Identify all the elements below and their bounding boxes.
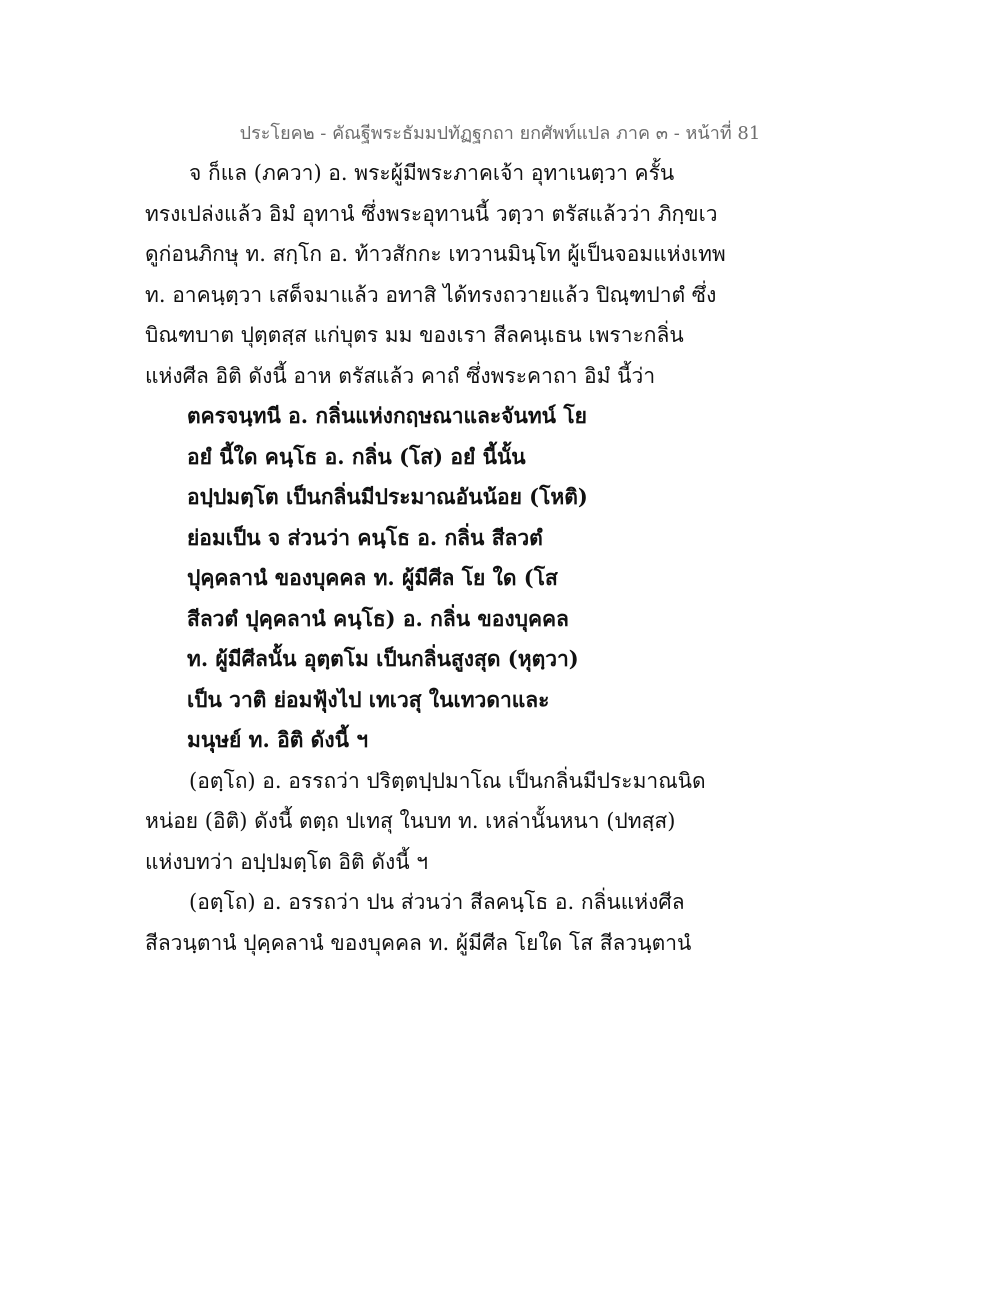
verse-line: ย่อมเป็น จ ส่วนว่า คนฺโธ อ. กลิ่น สีลวตํ xyxy=(187,524,543,550)
verse-line: มนุษย์ ท. อิติ ดังนี้ ฯ xyxy=(187,727,369,752)
paragraph-line: บิณฑบาต ปุตฺตสฺส แก่บุตร มม ของเรา สีลคนฺเธน เพราะกลิ่น xyxy=(145,323,684,347)
verse-line: ปุคฺคลานํ ของบุคคล ท. ผู้มีศีล โย ใด (โส xyxy=(187,565,558,590)
document-body xyxy=(145,153,865,963)
paragraph-line: ดูก่อนภิกษุ ท. สกฺโก อ. ท้าวสักกะ เทวานมินฺโท ผู้เป็นจอมแห่งเทพ xyxy=(145,242,726,266)
verse-line: อปฺปมตฺโต เป็นกลิ่นมีประมาณอันน้อย (โหติ) xyxy=(187,484,588,509)
verse-line: ท. ผู้มีศีลนั้น อุตฺตโม เป็นกลิ่นสูงสุด (หุตฺวา) xyxy=(187,646,579,671)
paragraph-line: สีลวนฺตานํ ปุคฺคลานํ ของบุคคล ท. ผู้มีศีล โยใด โส สีลวนฺตานํ xyxy=(145,930,692,955)
paragraph-line: จ ก็แล (ภควา) อ. พระผู้มีพระภาคเจ้า อุทาเนตฺวา ครั้น xyxy=(189,161,675,185)
paragraph-line: แห่งบทว่า อปฺปมตฺโต อิติ ดังนี้ ฯ xyxy=(145,849,429,874)
verse-line: สีลวตํ ปุคฺคลานํ คนฺโธ) อ. กลิ่น ของบุคคล xyxy=(187,605,569,631)
paragraph-line: หน่อย (อิติ) ดังนี้ ตตฺถ ปเทสุ ในบท ท. เหล่านั้นหนา (ปทสฺส) xyxy=(145,809,676,833)
paragraph-line: ทรงเปล่งแล้ว อิมํ อุทานํ ซึ่งพระอุทานนี้ วตฺวา ตรัสแล้วว่า ภิกฺขเว xyxy=(145,201,718,226)
page-header: ประโยค๒ - คัณฐีพระธัมมปทัฏฐกถา ยกศัพท์แปล ภาค ๓ - หน้าที่ 81 xyxy=(239,123,761,144)
paragraph-line: (อตฺโถ) อ. อรรถว่า ปริตฺตปฺปมาโณ เป็นกลิ่นมีประมาณนิด xyxy=(189,768,706,793)
paragraph-line: แห่งศีล อิติ ดังนี้ อาห ตรัสแล้ว คาถํ ซึ่งพระคาถา อิมํ นี้ว่า xyxy=(145,363,656,388)
paragraph-line: ท. อาคนฺตฺวา เสด็จมาแล้ว อทาสิ ได้ทรงถวายแล้ว ปิณฺฑปาตํ ซึ่ง xyxy=(145,282,717,307)
verse-line: อยํ นี้ใด คนฺโธ อ. กลิ่น (โส) อยํ นี้นั้น xyxy=(187,443,526,469)
verse-line: เป็น วาติ ย่อมฟุ้งไป เทเวสุ ในเทวดาและ xyxy=(187,686,550,712)
paragraph-line: (อตฺโถ) อ. อรรถว่า ปน ส่วนว่า สีลคนฺโธ อ. กลิ่นแห่งศีล xyxy=(189,890,685,914)
verse-line: ตครจนฺทนี อ. กลิ่นแห่งกฤษณาและจันทน์ โย xyxy=(187,403,587,428)
